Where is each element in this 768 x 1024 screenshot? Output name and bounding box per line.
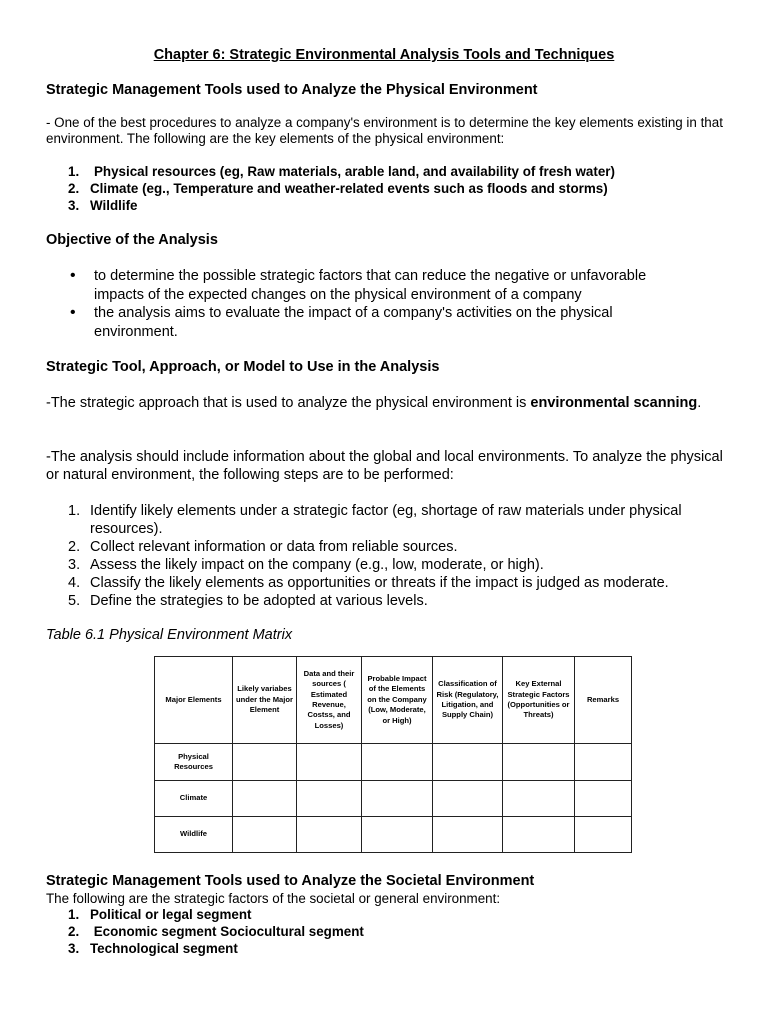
list-item: • to determine the possible strategic factors that can reduce the negative or unfavorable impacts of the expected changes on the physical environment of a company <box>46 267 686 304</box>
list-item: 2. Collect relevant information or data from reliable sources. <box>68 539 458 555</box>
societal-intro: The following are the strategic factors of the societal or general environment: <box>46 891 501 906</box>
key-elements-list <box>46 163 726 214</box>
table-cell <box>297 781 362 817</box>
list-item: 1. Identify likely elements under a strategic factor (eg, shortage of raw materials under physical resources). <box>68 503 682 537</box>
table-cell <box>433 817 503 853</box>
list-item: 1. Political or legal segment <box>68 907 252 922</box>
table-cell <box>575 744 632 781</box>
approach-paragraph: -The strategic approach that is used to analyze the physical environment is environmental scanning. <box>46 395 702 411</box>
objective-bullets <box>46 267 686 341</box>
table-cell <box>503 781 575 817</box>
physical-section-heading: Strategic Management Tools used to Analyze the Physical Environment <box>46 82 538 98</box>
table-header-row <box>155 657 632 744</box>
header-key-external-factors: Key External Strategic Factors (Opportunities or Threats) <box>503 657 575 744</box>
table-cell <box>575 817 632 853</box>
list-item: 3. Technological segment <box>68 941 238 956</box>
header-risk-classification: Classification of Risk (Regulatory, Litigation, and Supply Chain) <box>433 657 503 744</box>
chapter-title: Chapter 6: Strategic Environmental Analysis Tools and Techniques <box>153 47 615 63</box>
table-cell <box>433 744 503 781</box>
analysis-steps <box>46 502 726 610</box>
table-cell <box>503 744 575 781</box>
table-row <box>155 781 632 817</box>
list-item: 3. Wildlife <box>68 198 138 213</box>
header-likely-variables: Likely variabes under the Major Element <box>233 657 297 744</box>
physical-environment-matrix <box>154 656 632 853</box>
table-row <box>155 744 632 781</box>
table-caption: Table 6.1 Physical Environment Matrix <box>46 627 293 643</box>
row-label: Climate <box>155 781 233 817</box>
list-item: 2. Economic segment Sociocultural segment <box>68 924 364 939</box>
list-item: • the analysis aims to evaluate the impact of a company's activities on the physical environment. <box>46 304 686 341</box>
row-label: Wildlife <box>155 817 233 853</box>
table-cell <box>233 781 297 817</box>
header-major-elements: Major Elements <box>155 657 233 744</box>
objective-heading: Objective of the Analysis <box>46 232 218 248</box>
table-cell <box>233 744 297 781</box>
societal-heading: Strategic Management Tools used to Analyze the Societal Environment <box>46 873 535 889</box>
list-item: 2. Climate (eg., Temperature and weather-related events such as floods and storms) <box>68 181 608 196</box>
header-probable-impact: Probable Impact of the Elements on the Company (Low, Moderate, or High) <box>362 657 433 744</box>
societal-segments <box>46 906 726 957</box>
table-cell <box>503 817 575 853</box>
table-cell <box>575 781 632 817</box>
table-cell <box>233 817 297 853</box>
approach-term: environmental scanning <box>530 395 698 411</box>
table-cell <box>362 744 433 781</box>
table-cell <box>362 817 433 853</box>
row-label: Physical Resources <box>155 744 233 781</box>
list-item: 4. Classify the likely elements as opportunities or threats if the impact is judged as moderate. <box>68 575 669 591</box>
table-cell <box>362 781 433 817</box>
physical-section-intro: - One of the best procedures to analyze a company's environment is to determine the key elements existing in that environment. The following are the key elements of the physical environment: <box>46 115 723 146</box>
table-row <box>155 817 632 853</box>
table-cell <box>433 781 503 817</box>
tool-heading: Strategic Tool, Approach, or Model to Use in the Analysis <box>46 359 440 375</box>
list-item: 3. Assess the likely impact on the company (e.g., low, moderate, or high). <box>68 557 544 573</box>
header-data-sources: Data and their sources ( Estimated Revenue, Costss, and Losses) <box>297 657 362 744</box>
analysis-intro: -The analysis should include information about the global and local environments. To analyze the physical or natural environment, the following steps are to be performed: <box>46 449 723 483</box>
header-remarks: Remarks <box>575 657 632 744</box>
table-cell <box>297 744 362 781</box>
table-cell <box>297 817 362 853</box>
list-item: 1. Physical resources (eg, Raw materials, arable land, and availability of fresh water) <box>68 164 615 179</box>
list-item: 5. Define the strategies to be adopted at various levels. <box>68 593 428 609</box>
